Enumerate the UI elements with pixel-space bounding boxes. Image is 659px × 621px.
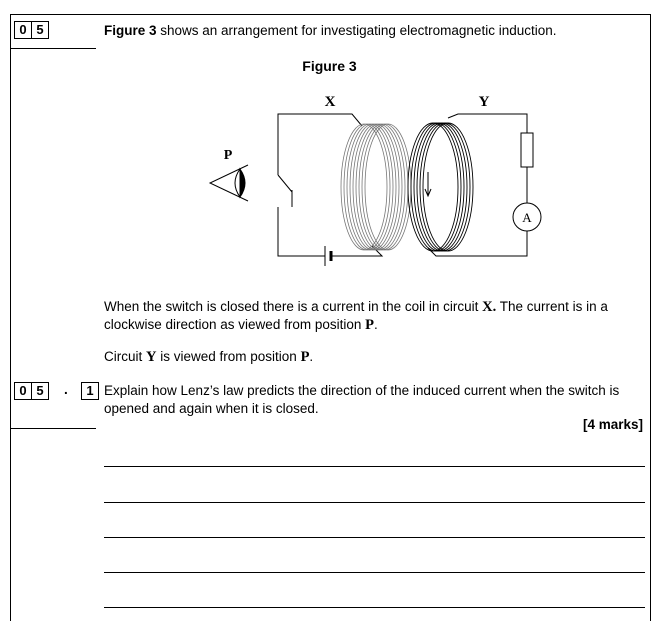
- label-y: Y: [478, 94, 490, 110]
- coil-y: [408, 123, 473, 251]
- answer-line[interactable]: [104, 537, 645, 538]
- answer-line[interactable]: [104, 607, 645, 608]
- p2-text-a: Circuit: [104, 349, 147, 364]
- intro-text: shows an arrangement for investigating electromagnetic induction.: [156, 23, 557, 38]
- label-p: P: [223, 148, 233, 163]
- label-x: X: [324, 94, 336, 110]
- question-digit: 0: [19, 22, 27, 37]
- circuit-x-wires: [278, 114, 382, 256]
- figure-reference: Figure 3: [104, 23, 157, 38]
- paragraph-switch-closed: [104, 298, 644, 334]
- p1-circuit-x: X.: [482, 299, 497, 315]
- answer-line[interactable]: [104, 572, 645, 573]
- answer-line[interactable]: [104, 502, 645, 503]
- subquestion-part-digit: 1: [86, 383, 94, 398]
- marks-label: [4 marks]: [582, 417, 643, 432]
- p1-text-c: .: [373, 317, 378, 332]
- p2-text-b: is viewed from position: [156, 349, 301, 364]
- subquestion-text: Explain how Lenz’s law predicts the direction of the induced current when the switch is opened and again when it is closed.: [104, 383, 620, 416]
- p1-text-b: The current is in a clockwise direction as viewed from position: [104, 299, 608, 332]
- switch: [278, 175, 292, 192]
- subquestion-number-box: [14, 382, 49, 400]
- answer-line[interactable]: [104, 466, 645, 467]
- ammeter-label: A: [522, 210, 532, 225]
- resistor: [521, 133, 533, 167]
- circuit-y-wires: [428, 114, 527, 256]
- figure-title: Figure 3: [302, 58, 357, 74]
- subquestion-digit: 5: [31, 383, 48, 399]
- subquestion-part-box: [81, 382, 99, 400]
- eye-icon: [210, 165, 248, 201]
- subquestion-dot: .: [64, 382, 68, 397]
- paragraph-circuit-y: [104, 348, 644, 366]
- p1-text-a: When the switch is closed there is a current in the coil in circuit: [104, 299, 483, 314]
- current-direction-arrow: [425, 172, 431, 196]
- p2-circuit-y: Y: [146, 349, 157, 365]
- p2-position-p: P: [300, 349, 310, 365]
- p1-position-p: P: [365, 317, 374, 333]
- coil-x: [341, 124, 411, 250]
- p2-text-c: .: [309, 349, 314, 364]
- subquestion-digit: 0: [19, 383, 27, 398]
- question-digit: 5: [31, 22, 48, 38]
- battery-cell: [325, 246, 331, 266]
